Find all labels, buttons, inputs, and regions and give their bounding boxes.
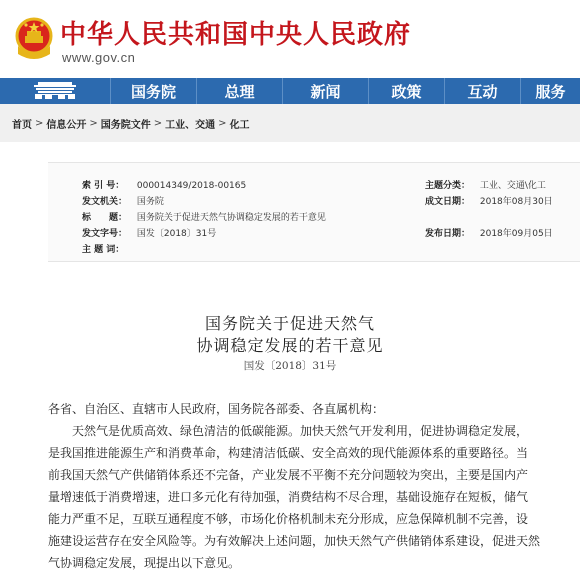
meta-published-row — [425, 226, 553, 239]
meta-published-value: 2018年09月05日 — [479, 229, 553, 239]
main-nav — [0, 78, 580, 104]
breadcrumb-separator: > — [89, 117, 98, 129]
nav-item-interaction[interactable]: 互动 — [444, 78, 520, 104]
breadcrumb-separator: > — [35, 117, 44, 129]
nav-item-premier[interactable]: 总理 — [196, 78, 282, 104]
breadcrumb-separator: > — [153, 117, 163, 129]
nav-home-button[interactable] — [0, 78, 110, 104]
nav-item-policy[interactable]: 政策 — [368, 78, 444, 104]
meta-index-label: 索 引 号： — [82, 181, 125, 191]
national-emblem-icon[interactable] — [14, 16, 54, 60]
site-url[interactable]: www.gov.cn — [62, 50, 136, 65]
meta-issuer-row — [82, 194, 164, 207]
breadcrumb-home[interactable]: 首页 — [12, 119, 32, 131]
tiananmen-icon — [32, 81, 78, 101]
meta-index-value: 000014349/2018-00165 — [136, 181, 247, 191]
nav-item-news[interactable]: 新闻 — [282, 78, 368, 104]
nav-item-services[interactable]: 服务 — [520, 78, 580, 104]
article-title-line-2: 协调稳定发展的若干意见 — [196, 336, 384, 355]
meta-published-label: 发布日期： — [425, 229, 471, 239]
article-body-line: 气协调稳定发展，现提出以下意见。 — [48, 556, 241, 570]
meta-issuer-label: 发文机关： — [82, 197, 128, 207]
meta-created-row — [425, 194, 553, 207]
meta-created-label: 成文日期： — [425, 197, 471, 207]
breadcrumb-industry-transport[interactable]: 工业、交通 — [165, 119, 216, 131]
nav-item-state-council[interactable]: 国务院 — [110, 78, 196, 104]
article-doc-number: 国发〔2018〕31号 — [243, 360, 337, 372]
meta-title-value: 国务院关于促进天然气协调稳定发展的若干意见 — [136, 213, 326, 223]
article-body-line: 是我国推进能源生产和消费革命，构建清洁低碳、安全高效的现代能源体系的重要路径。当 — [48, 446, 529, 460]
breadcrumb-state-council-docs[interactable]: 国务院文件 — [100, 119, 151, 131]
meta-category-value: 工业、交通\化工 — [479, 181, 546, 191]
breadcrumb-chemical[interactable]: 化工 — [229, 119, 250, 131]
article-body-line: 前我国天然气产供储销体系还不完备，产业发展不平衡不充分问题较为突出，主要是国内产 — [48, 468, 529, 482]
breadcrumb — [0, 104, 580, 142]
meta-docno-label: 发文字号： — [82, 229, 128, 239]
meta-keywords-row — [82, 242, 137, 255]
meta-category-label: 主题分类： — [425, 181, 471, 191]
meta-created-value: 2018年08月30日 — [479, 197, 553, 207]
article-salutation: 各省、自治区、直辖市人民政府，国务院各部委、各直属机构： — [48, 402, 385, 416]
meta-keywords-label: 主 题 词： — [82, 245, 125, 255]
meta-category-row — [425, 178, 546, 191]
meta-title-label: 标 题： — [82, 213, 128, 223]
meta-issuer-value: 国务院 — [136, 197, 164, 207]
breadcrumb-separator: > — [218, 117, 227, 129]
article-title-line-1: 国务院关于促进天然气 — [204, 314, 375, 333]
document-metadata-table — [48, 162, 580, 262]
site-header — [0, 0, 580, 78]
site-title[interactable]: 中华人民共和国中央人民政府 — [60, 20, 412, 50]
meta-docno-row — [82, 226, 216, 239]
meta-index-row — [82, 178, 246, 191]
article-body-line: 能力严重不足，互联互通程度不够，市场化价格机制未充分形成，应急保障机制不完善，设 — [48, 512, 529, 526]
article-body-line: 天然气是优质高效、绿色清洁的低碳能源。加快天然气开发利用，促进协调稳定发展， — [48, 424, 529, 438]
article-body-line: 量增速低于消费增速，进口多元化有待加强，消费结构不尽合理，基础设施存在短板，储气 — [48, 490, 529, 504]
meta-title-row — [82, 210, 326, 223]
article-body-line: 施建设运营存在安全风险等。为有效解决上述问题，加快天然气产供储销体系建设，促进天然 — [48, 534, 541, 548]
meta-docno-value: 国发〔2018〕31号 — [136, 229, 217, 239]
breadcrumb-info-disclosure[interactable]: 信息公开 — [46, 119, 87, 131]
